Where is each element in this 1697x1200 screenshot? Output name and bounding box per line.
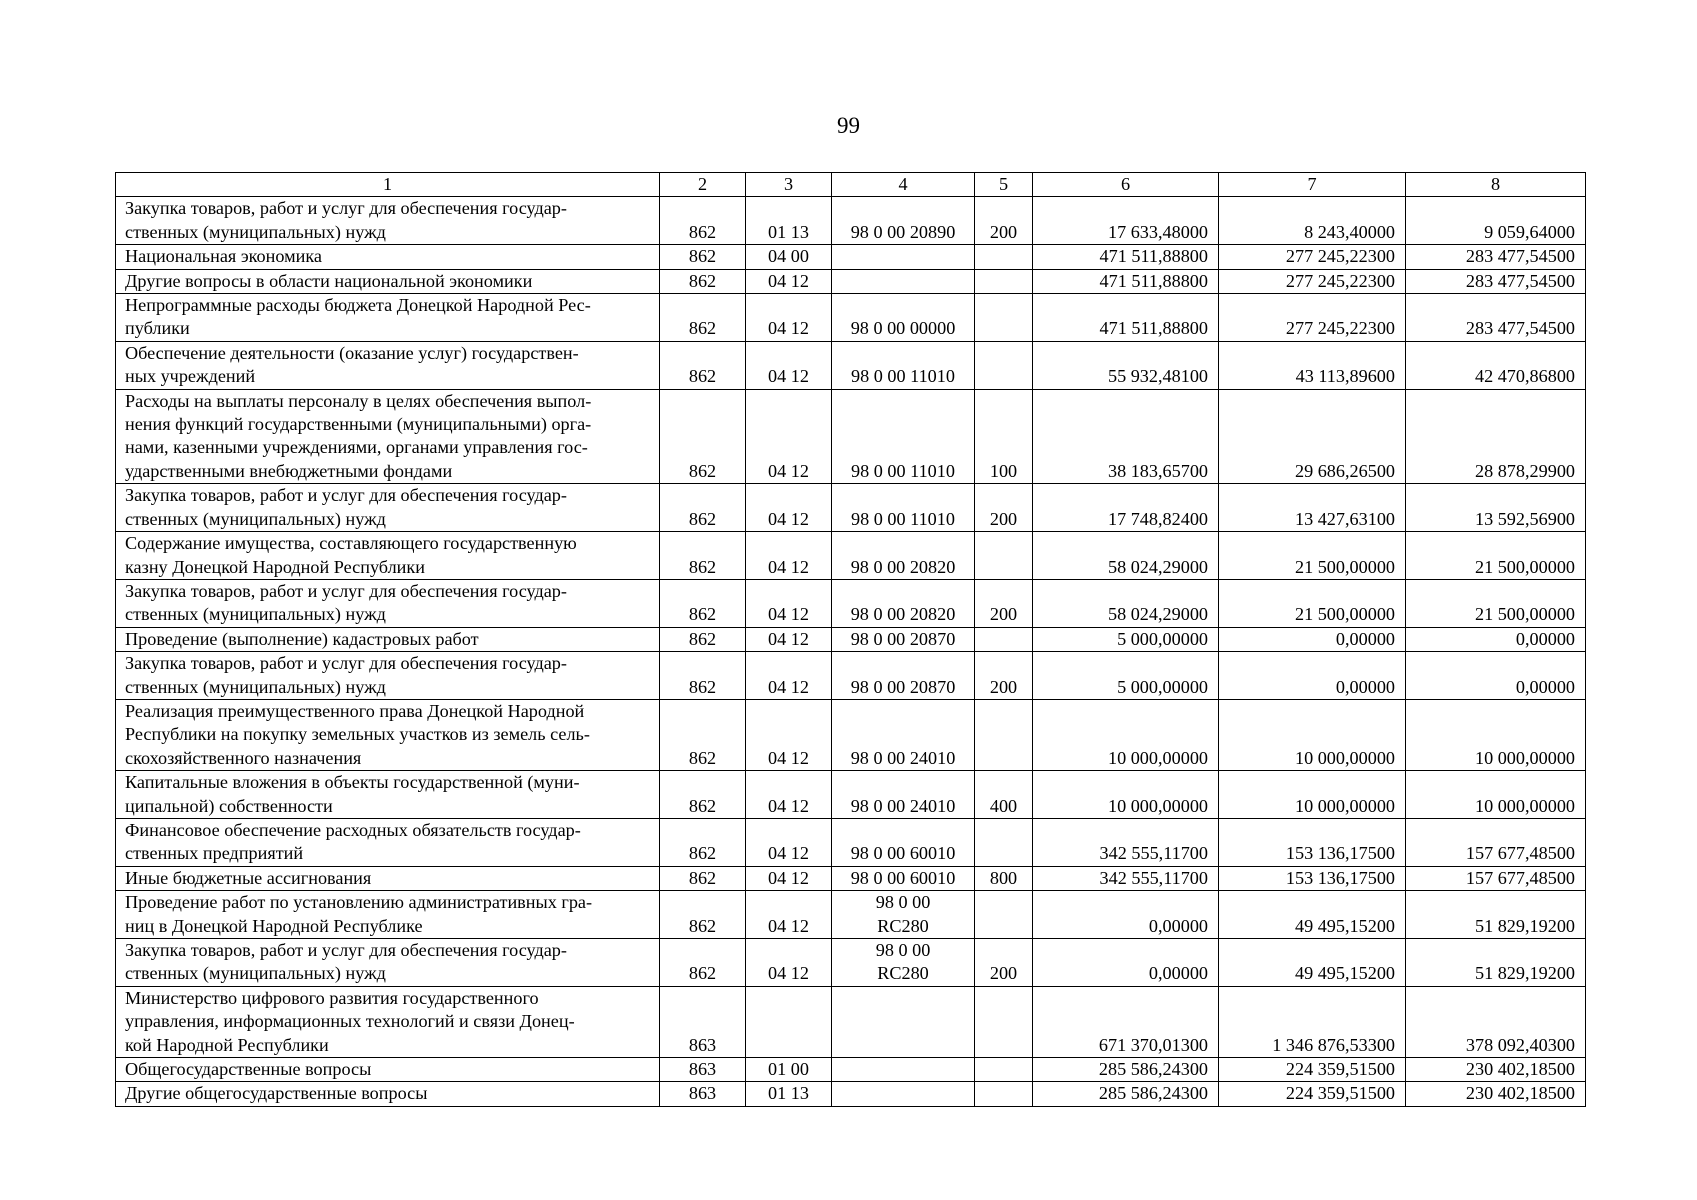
amount-col6-cell: 471 511,88800 <box>1033 245 1219 269</box>
amount-col6-cell: 55 932,48100 <box>1033 341 1219 389</box>
expense-type-cell: 200 <box>975 939 1033 987</box>
ministry-code-cell: 862 <box>660 891 746 939</box>
amount-col8-cell: 9 059,64000 <box>1406 197 1586 245</box>
ministry-code-cell: 862 <box>660 245 746 269</box>
amount-col6-cell: 58 024,29000 <box>1033 532 1219 580</box>
amount-col8-cell: 0,00000 <box>1406 627 1586 651</box>
target-article-cell: 98 0 00 11010 <box>832 484 975 532</box>
amount-col6-cell: 17 748,82400 <box>1033 484 1219 532</box>
row-name-cell: Национальная экономика <box>116 245 660 269</box>
target-article-cell: 98 0 00 11010 <box>832 389 975 484</box>
amount-col6-cell: 342 555,11700 <box>1033 866 1219 890</box>
column-number: 5 <box>975 173 1033 197</box>
amount-col8-cell: 21 500,00000 <box>1406 579 1586 627</box>
amount-col7-cell: 1 346 876,53300 <box>1219 986 1406 1057</box>
ministry-code-cell: 862 <box>660 627 746 651</box>
amount-col6-cell: 5 000,00000 <box>1033 652 1219 700</box>
table-row <box>116 627 1586 651</box>
expense-type-cell <box>975 891 1033 939</box>
amount-col7-cell: 21 500,00000 <box>1219 532 1406 580</box>
table-row <box>116 389 1586 484</box>
expense-type-cell <box>975 1082 1033 1106</box>
ministry-code-cell: 862 <box>660 652 746 700</box>
row-name-cell: Проведение работ по установлению административных гра- ниц в Донецкой Народной Республике <box>116 891 660 939</box>
expense-type-cell <box>975 245 1033 269</box>
amount-col6-cell: 58 024,29000 <box>1033 579 1219 627</box>
column-number-row <box>116 173 1586 197</box>
target-article-cell: 98 0 00 24010 <box>832 771 975 819</box>
expense-type-cell <box>975 1058 1033 1082</box>
column-number: 4 <box>832 173 975 197</box>
amount-col7-cell: 8 243,40000 <box>1219 197 1406 245</box>
row-name-cell: Непрограммные расходы бюджета Донецкой Народной Рес- публики <box>116 294 660 342</box>
amount-col8-cell: 13 592,56900 <box>1406 484 1586 532</box>
amount-col7-cell: 0,00000 <box>1219 652 1406 700</box>
amount-col8-cell: 283 477,54500 <box>1406 294 1586 342</box>
expense-type-cell <box>975 818 1033 866</box>
section-code-cell: 04 12 <box>746 389 832 484</box>
column-number: 1 <box>116 173 660 197</box>
budget-table <box>115 172 1586 1107</box>
ministry-code-cell: 862 <box>660 771 746 819</box>
column-number: 6 <box>1033 173 1219 197</box>
table-row <box>116 341 1586 389</box>
amount-col7-cell: 0,00000 <box>1219 627 1406 651</box>
target-article-cell: 98 0 00 20870 <box>832 627 975 651</box>
target-article-cell: 98 0 00 60010 <box>832 866 975 890</box>
ministry-code-cell: 862 <box>660 294 746 342</box>
ministry-code-cell: 862 <box>660 484 746 532</box>
expense-type-cell: 200 <box>975 197 1033 245</box>
row-name-cell: Содержание имущества, составляющего государственную казну Донецкой Народной Республики <box>116 532 660 580</box>
row-name-cell: Проведение (выполнение) кадастровых работ <box>116 627 660 651</box>
amount-col8-cell: 10 000,00000 <box>1406 771 1586 819</box>
expense-type-cell: 400 <box>975 771 1033 819</box>
target-article-cell <box>832 1058 975 1082</box>
section-code-cell <box>746 986 832 1057</box>
ministry-code-cell: 862 <box>660 532 746 580</box>
expense-type-cell: 200 <box>975 484 1033 532</box>
amount-col8-cell: 157 677,48500 <box>1406 866 1586 890</box>
row-name-cell: Другие общегосударственные вопросы <box>116 1082 660 1106</box>
ministry-code-cell: 863 <box>660 1082 746 1106</box>
table-row <box>116 294 1586 342</box>
table-row <box>116 699 1586 770</box>
ministry-code-cell: 862 <box>660 269 746 293</box>
row-name-cell: Обеспечение деятельности (оказание услуг) государствен- ных учреждений <box>116 341 660 389</box>
amount-col7-cell: 277 245,22300 <box>1219 294 1406 342</box>
section-code-cell: 04 12 <box>746 771 832 819</box>
amount-col7-cell: 153 136,17500 <box>1219 866 1406 890</box>
amount-col6-cell: 285 586,24300 <box>1033 1058 1219 1082</box>
amount-col6-cell: 38 183,65700 <box>1033 389 1219 484</box>
expense-type-cell <box>975 986 1033 1057</box>
table-row <box>116 818 1586 866</box>
target-article-cell: 98 0 00 60010 <box>832 818 975 866</box>
section-code-cell: 04 00 <box>746 245 832 269</box>
amount-col6-cell: 17 633,48000 <box>1033 197 1219 245</box>
table-row <box>116 891 1586 939</box>
ministry-code-cell: 862 <box>660 699 746 770</box>
row-name-cell: Капитальные вложения в объекты государственной (муни- ципальной) собственности <box>116 771 660 819</box>
section-code-cell: 04 12 <box>746 532 832 580</box>
amount-col6-cell: 342 555,11700 <box>1033 818 1219 866</box>
amount-col6-cell: 0,00000 <box>1033 939 1219 987</box>
row-name-cell: Другие вопросы в области национальной экономики <box>116 269 660 293</box>
expense-type-cell: 200 <box>975 579 1033 627</box>
ministry-code-cell: 862 <box>660 866 746 890</box>
table-row <box>116 269 1586 293</box>
amount-col7-cell: 21 500,00000 <box>1219 579 1406 627</box>
expense-type-cell: 200 <box>975 652 1033 700</box>
target-article-cell <box>832 1082 975 1106</box>
ministry-code-cell: 863 <box>660 1058 746 1082</box>
section-code-cell: 04 12 <box>746 294 832 342</box>
amount-col8-cell: 283 477,54500 <box>1406 269 1586 293</box>
section-code-cell: 04 12 <box>746 866 832 890</box>
ministry-code-cell: 862 <box>660 341 746 389</box>
section-code-cell: 04 12 <box>746 579 832 627</box>
target-article-cell: 98 0 00 11010 <box>832 341 975 389</box>
section-code-cell: 04 12 <box>746 341 832 389</box>
section-code-cell: 04 12 <box>746 484 832 532</box>
amount-col8-cell: 157 677,48500 <box>1406 818 1586 866</box>
expense-type-cell: 800 <box>975 866 1033 890</box>
amount-col6-cell: 0,00000 <box>1033 891 1219 939</box>
ministry-code-cell: 862 <box>660 579 746 627</box>
ministry-code-cell: 862 <box>660 389 746 484</box>
row-name-cell: Закупка товаров, работ и услуг для обеспечения государ- ственных (муниципальных) нужд <box>116 652 660 700</box>
row-name-cell: Закупка товаров, работ и услуг для обеспечения государ- ственных (муниципальных) нужд <box>116 484 660 532</box>
amount-col8-cell: 51 829,19200 <box>1406 891 1586 939</box>
expense-type-cell <box>975 699 1033 770</box>
row-name-cell: Реализация преимущественного права Донецкой Народной Республики на покупку земельных участков из земель сель- скохозяйственного назначения <box>116 699 660 770</box>
target-article-cell <box>832 986 975 1057</box>
section-code-cell: 04 12 <box>746 939 832 987</box>
amount-col8-cell: 10 000,00000 <box>1406 699 1586 770</box>
table-row <box>116 939 1586 987</box>
table-row <box>116 986 1586 1057</box>
amount-col8-cell: 42 470,86800 <box>1406 341 1586 389</box>
amount-col8-cell: 283 477,54500 <box>1406 245 1586 269</box>
page-number: 99 <box>837 113 860 138</box>
expense-type-cell <box>975 341 1033 389</box>
amount-col6-cell: 471 511,88800 <box>1033 294 1219 342</box>
section-code-cell: 04 12 <box>746 652 832 700</box>
section-code-cell: 04 12 <box>746 891 832 939</box>
amount-col7-cell: 43 113,89600 <box>1219 341 1406 389</box>
row-name-cell: Закупка товаров, работ и услуг для обеспечения государ- ственных (муниципальных) нужд <box>116 197 660 245</box>
section-code-cell: 01 13 <box>746 197 832 245</box>
amount-col7-cell: 49 495,15200 <box>1219 939 1406 987</box>
expense-type-cell <box>975 627 1033 651</box>
table-row <box>116 484 1586 532</box>
expense-type-cell <box>975 532 1033 580</box>
amount-col7-cell: 277 245,22300 <box>1219 245 1406 269</box>
row-name-cell: Общегосударственные вопросы <box>116 1058 660 1082</box>
table-row <box>116 245 1586 269</box>
amount-col8-cell: 378 092,40300 <box>1406 986 1586 1057</box>
table-row <box>116 532 1586 580</box>
amount-col7-cell: 49 495,15200 <box>1219 891 1406 939</box>
row-name-cell: Министерство цифрового развития государственного управления, информационных технологий и связи Донец- кой Народной Республики <box>116 986 660 1057</box>
row-name-cell: Закупка товаров, работ и услуг для обеспечения государ- ственных (муниципальных) нужд <box>116 939 660 987</box>
target-article-cell: 98 0 00 24010 <box>832 699 975 770</box>
column-number: 8 <box>1406 173 1586 197</box>
section-code-cell: 04 12 <box>746 269 832 293</box>
amount-col8-cell: 28 878,29900 <box>1406 389 1586 484</box>
target-article-cell: 98 0 00 20870 <box>832 652 975 700</box>
target-article-cell: 98 0 00 RC280 <box>832 891 975 939</box>
table-row <box>116 579 1586 627</box>
amount-col7-cell: 277 245,22300 <box>1219 269 1406 293</box>
amount-col7-cell: 224 359,51500 <box>1219 1058 1406 1082</box>
ministry-code-cell: 862 <box>660 818 746 866</box>
ministry-code-cell: 862 <box>660 197 746 245</box>
amount-col8-cell: 21 500,00000 <box>1406 532 1586 580</box>
target-article-cell: 98 0 00 20890 <box>832 197 975 245</box>
amount-col7-cell: 29 686,26500 <box>1219 389 1406 484</box>
target-article-cell: 98 0 00 RC280 <box>832 939 975 987</box>
section-code-cell: 04 12 <box>746 627 832 651</box>
target-article-cell: 98 0 00 20820 <box>832 532 975 580</box>
target-article-cell <box>832 269 975 293</box>
amount-col6-cell: 285 586,24300 <box>1033 1082 1219 1106</box>
table-row <box>116 1082 1586 1106</box>
amount-col7-cell: 10 000,00000 <box>1219 771 1406 819</box>
table-row <box>116 197 1586 245</box>
amount-col6-cell: 5 000,00000 <box>1033 627 1219 651</box>
amount-col7-cell: 13 427,63100 <box>1219 484 1406 532</box>
expense-type-cell <box>975 269 1033 293</box>
column-number: 3 <box>746 173 832 197</box>
section-code-cell: 04 12 <box>746 699 832 770</box>
amount-col6-cell: 471 511,88800 <box>1033 269 1219 293</box>
amount-col8-cell: 0,00000 <box>1406 652 1586 700</box>
column-number: 7 <box>1219 173 1406 197</box>
column-number: 2 <box>660 173 746 197</box>
row-name-cell: Иные бюджетные ассигнования <box>116 866 660 890</box>
section-code-cell: 01 00 <box>746 1058 832 1082</box>
table-row <box>116 652 1586 700</box>
amount-col6-cell: 10 000,00000 <box>1033 699 1219 770</box>
target-article-cell <box>832 245 975 269</box>
amount-col6-cell: 671 370,01300 <box>1033 986 1219 1057</box>
amount-col8-cell: 51 829,19200 <box>1406 939 1586 987</box>
row-name-cell: Закупка товаров, работ и услуг для обеспечения государ- ственных (муниципальных) нужд <box>116 579 660 627</box>
table-row <box>116 771 1586 819</box>
table-row <box>116 866 1586 890</box>
amount-col8-cell: 230 402,18500 <box>1406 1058 1586 1082</box>
amount-col6-cell: 10 000,00000 <box>1033 771 1219 819</box>
section-code-cell: 01 13 <box>746 1082 832 1106</box>
row-name-cell: Расходы на выплаты персоналу в целях обеспечения выпол- нения функций государственными (муниципальными) орга- нами, казенными учреждениями, органами управления гос- ударственными внебюджетными фондами <box>116 389 660 484</box>
target-article-cell: 98 0 00 20820 <box>832 579 975 627</box>
row-name-cell: Финансовое обеспечение расходных обязательств государ- ственных предприятий <box>116 818 660 866</box>
target-article-cell: 98 0 00 00000 <box>832 294 975 342</box>
expense-type-cell <box>975 294 1033 342</box>
section-code-cell: 04 12 <box>746 818 832 866</box>
ministry-code-cell: 862 <box>660 939 746 987</box>
amount-col8-cell: 230 402,18500 <box>1406 1082 1586 1106</box>
amount-col7-cell: 224 359,51500 <box>1219 1082 1406 1106</box>
expense-type-cell: 100 <box>975 389 1033 484</box>
amount-col7-cell: 10 000,00000 <box>1219 699 1406 770</box>
ministry-code-cell: 863 <box>660 986 746 1057</box>
table-row <box>116 1058 1586 1082</box>
amount-col7-cell: 153 136,17500 <box>1219 818 1406 866</box>
